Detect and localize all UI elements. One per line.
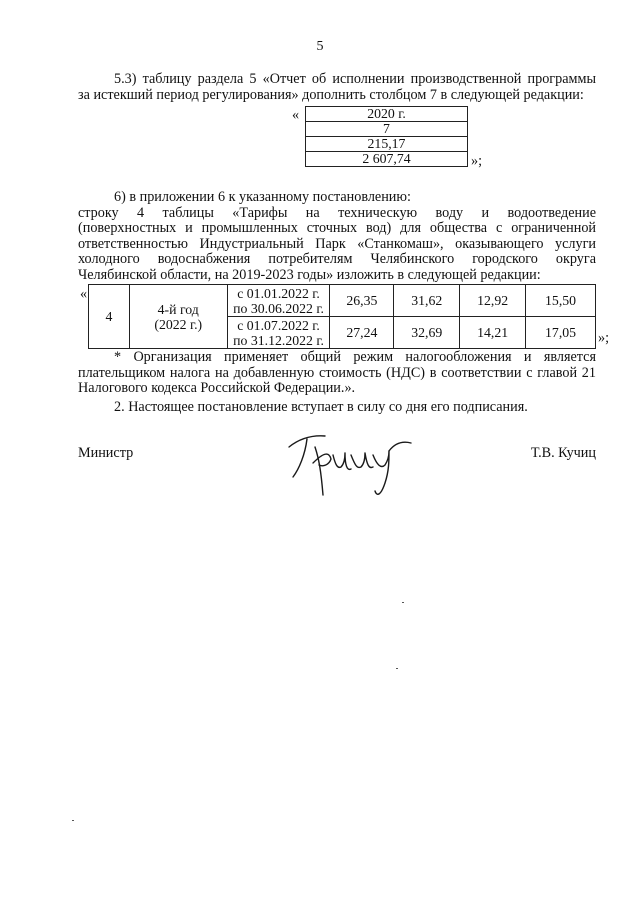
scan-speck <box>396 668 398 669</box>
tariff-row-number: 4 <box>89 285 130 349</box>
minister-name: Т.В. Кучиц <box>530 445 596 461</box>
table-row <box>89 285 596 317</box>
section-6-heading <box>78 190 596 205</box>
column7-cell-number: 7 <box>306 122 468 137</box>
tariff-period-2 <box>227 317 330 349</box>
tariff-year-label: 4-й год <box>157 301 199 317</box>
scan-speck <box>72 820 74 821</box>
scan-speck <box>402 602 404 603</box>
footnote <box>78 350 596 365</box>
section-2-text: 2. Настоящее постановление вступает в силу со дня его подписания. <box>114 399 528 415</box>
minister-title: Министр <box>78 445 134 461</box>
tariff-value: 15,50 <box>526 285 596 317</box>
tariff-table <box>88 284 596 349</box>
page-number: 5 <box>316 39 324 54</box>
section-2-paragraph <box>78 400 596 415</box>
tariff-value: 17,05 <box>526 317 596 349</box>
column7-cell-value-2: 2 607,74 <box>306 152 468 167</box>
column7-cell-value-1: 215,17 <box>306 137 468 152</box>
tariff-period-2-from: с 01.07.2022 г. <box>237 317 320 333</box>
column7-cell-year: 2020 г. <box>306 107 468 122</box>
tariff-year-sub: (2022 г.) <box>154 316 203 332</box>
section-5-3-paragraph <box>78 72 596 87</box>
section-6-line-6: Челябинской области, на 2019-2023 годы» изложить в следующей редакции: <box>78 266 541 283</box>
tariff-value: 31,62 <box>394 285 460 317</box>
column7-table <box>305 106 468 167</box>
section-6-line-1: 6) в приложении 6 к указанному постановлению: <box>114 189 411 205</box>
handwritten-signature <box>285 425 415 505</box>
footnote-continuation <box>78 366 596 397</box>
section-6-line-3: (поверхностных и промышленных сточных вод) для общества с ограниченной <box>78 220 596 237</box>
column7-open-quote: « <box>292 107 300 123</box>
section-5-3-line-2: за истекший период регулирования» дополнить столбцом 7 в следующей редакции: <box>78 87 584 103</box>
section-5-3-continuation <box>78 88 596 103</box>
tariff-year-cell <box>129 285 227 349</box>
section-5-3-line-1: 5.3) таблицу раздела 5 «Отчет об исполнении производственной программы <box>114 71 596 87</box>
tariff-value: 14,21 <box>460 317 526 349</box>
tariff-value: 32,69 <box>394 317 460 349</box>
tariff-period-2-to: по 31.12.2022 г. <box>233 332 324 348</box>
section-6-line-4: ответственностью Индустриальный Парк «Станкомаш», оказывающего услуги <box>78 235 596 252</box>
tariff-period-1-to: по 30.06.2022 г. <box>233 300 324 316</box>
column7-close-quote: »; <box>471 153 483 169</box>
tariff-period-1-from: с 01.01.2022 г. <box>237 285 320 301</box>
footnote-line-3: Налогового кодекса Российской Федерации.». <box>78 380 356 397</box>
tariff-close-quote: »; <box>598 330 610 346</box>
tariff-period-1 <box>227 285 330 317</box>
section-6-line-2: строку 4 таблицы «Тарифы на техническую воду и водоотведение <box>78 205 596 221</box>
footnote-line-2: плательщиком налога на добавленную стоимость (НДС) в соответствии с главой 21 <box>78 365 596 381</box>
tariff-value: 26,35 <box>330 285 394 317</box>
tariff-value: 27,24 <box>330 317 394 349</box>
section-6-line-5: холодного водоснабжения потребителям Челябинского городского округа <box>78 251 596 268</box>
tariff-value: 12,92 <box>460 285 526 317</box>
tariff-open-quote: « <box>80 286 88 302</box>
footnote-line-1: * Организация применяет общий режим налогообложения и является <box>114 349 596 365</box>
section-6-body <box>78 206 596 283</box>
